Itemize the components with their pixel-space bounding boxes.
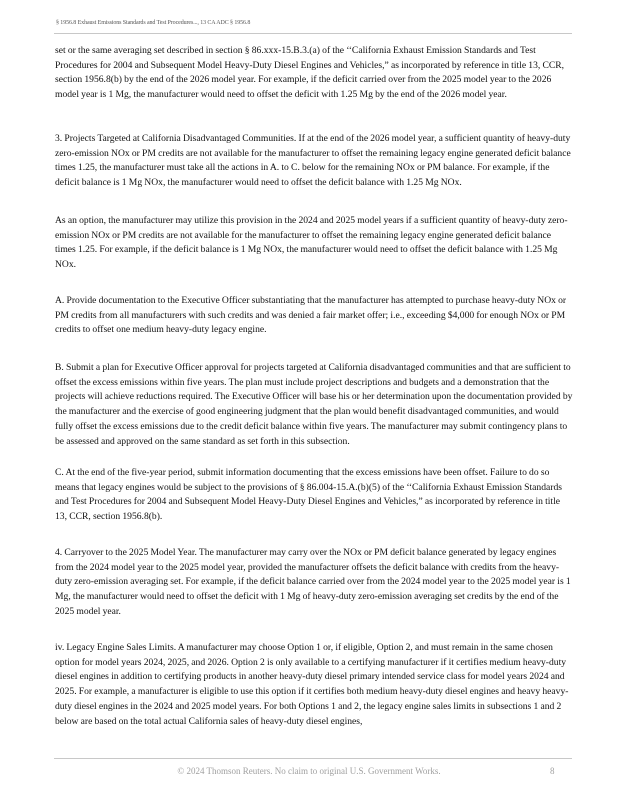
footer-copyright: © 2024 Thomson Reuters. No claim to original U.S. Government Works.: [177, 766, 441, 776]
paragraph-item-a: A. Provide documentation to the Executive Officer substantiating that the manufacturer has attempted to purchase heavy-duty NOx or PM credits from all manufacturers with such credits and was denied a fair market offer; i.e., exceeding $4,000 for enough NOx or PM credits to offset one medium heavy-duty legacy engine.: [55, 295, 567, 336]
paragraph-projects-disadvantaged: 3. Projects Targeted at California Disadvantaged Communities. If at the end of the 2026 model year, a sufficient quantity of heavy-duty zero-emission NOx or PM credits are not available for the manufacturer to offset the remaining legacy engine generated deficit balance times 1.25, the manufacturer must take all the actions in A. to C. below for the remaining NOx or PM balance. For example, if the deficit balance is 1 Mg NOx, the manufacturer would need to offset the deficit balance with 1.25 Mg NOx.: [55, 133, 571, 189]
paragraph-averaging-set: set or the same averaging set described in section § 86.xxx-15.B.3.(a) of the ‘‘California Exhaust Emission Standards and Test Procedures for 2004 and Subsequent Model Heavy-Duty Diesel Engines and Vehicles,” as incorporated by reference in title 13, CCR, section 1956.8(b) by the end of the 2026 model year. For example, if the deficit carried over from the 2025 model year to the 2026 model year is 1 Mg, the manufacturer would need to offset the deficit with 1.25 Mg by the end of the 2026 model year.: [55, 45, 565, 101]
paragraph-sales-limits: iv. Legacy Engine Sales Limits. A manufacturer may choose Option 1 or, if eligible, Option 2, and must remain in the same chosen option for model years 2024, 2025, and 2026. Option 2 is only available to a certifying manufacturer if it certifies medium heavy-duty diesel engines in addition to certifying products in another heavy-duty diesel primary intended service class for model years 2024 and 2025. For example, a manufacturer is eligible to use this option if it certifies both medium heavy-duty diesel engines and heavy heavy-duty diesel engines in the 2024 and 2025 model years. For both Options 1 and 2, the legacy engine sales limits in subsections 1 and 2 below are based on the total actual California sales of heavy-duty diesel engines,: [55, 642, 569, 727]
header-divider: [54, 33, 572, 34]
paragraph-item-b: B. Submit a plan for Executive Officer approval for projects targeted at California disadvantaged communities and that are sufficient to offset the excess emissions within five years. The plan must include project descriptions and budgets and a demonstration that the projects will achieve reductions required. The Executive Officer will base his or her determination upon the documentation provided by the manufacturer and the exercise of good engineering judgment that the plan would benefit disadvantaged communities, and would fully offset the excess emissions due to the credit deficit balance within five years. The manufacturer may submit contingency plans to be assessed and approved on the same standard as set forth in this subsection.: [55, 362, 573, 447]
document-header-title: § 1956.8 Exhaust Emissions Standards and Test Procedures..., 13 CA ADC § 1956.8: [56, 20, 251, 26]
page-number: 8: [550, 766, 555, 776]
paragraph-option-2024-2025: As an option, the manufacturer may utilize this provision in the 2024 and 2025 model years if a sufficient quantity of heavy-duty zero-emission NOx or PM credits are not available for the manufacturer to offset the remaining legacy engine generated deficit balance times 1.25. For example, if the deficit balance is 1 Mg NOx, the manufacturer would need to offset the deficit balance with 1.25 Mg NOx.: [55, 215, 568, 271]
footer-divider: [54, 758, 572, 759]
paragraph-item-c: C. At the end of the five-year period, submit information documenting that the excess emissions have been offset. Failure to do so means that legacy engines would be subject to the provisions of § 86.004-15.A.(b)(5) of the ‘‘California Exhaust Emission Standards and Test Procedures for 2004 and Subsequent Model Heavy-Duty Diesel Engines and Vehicles,” as incorporated by reference in title 13, CCR, section 1956.8(b).: [55, 467, 562, 523]
paragraph-carryover: 4. Carryover to the 2025 Model Year. The manufacturer may carry over the NOx or PM deficit balance generated by legacy engines from the 2024 model year to the 2025 model year, provided the manufacturer offsets the deficit balance with credits from the heavy-duty zero-emission averaging set. For example, if the deficit balance carried over from the 2024 model year to the 2025 model year is 1 Mg, the manufacturer would need to offset the deficit with 1 Mg of heavy-duty zero-emission averaging set credits by the end of the 2025 model year.: [55, 547, 571, 617]
